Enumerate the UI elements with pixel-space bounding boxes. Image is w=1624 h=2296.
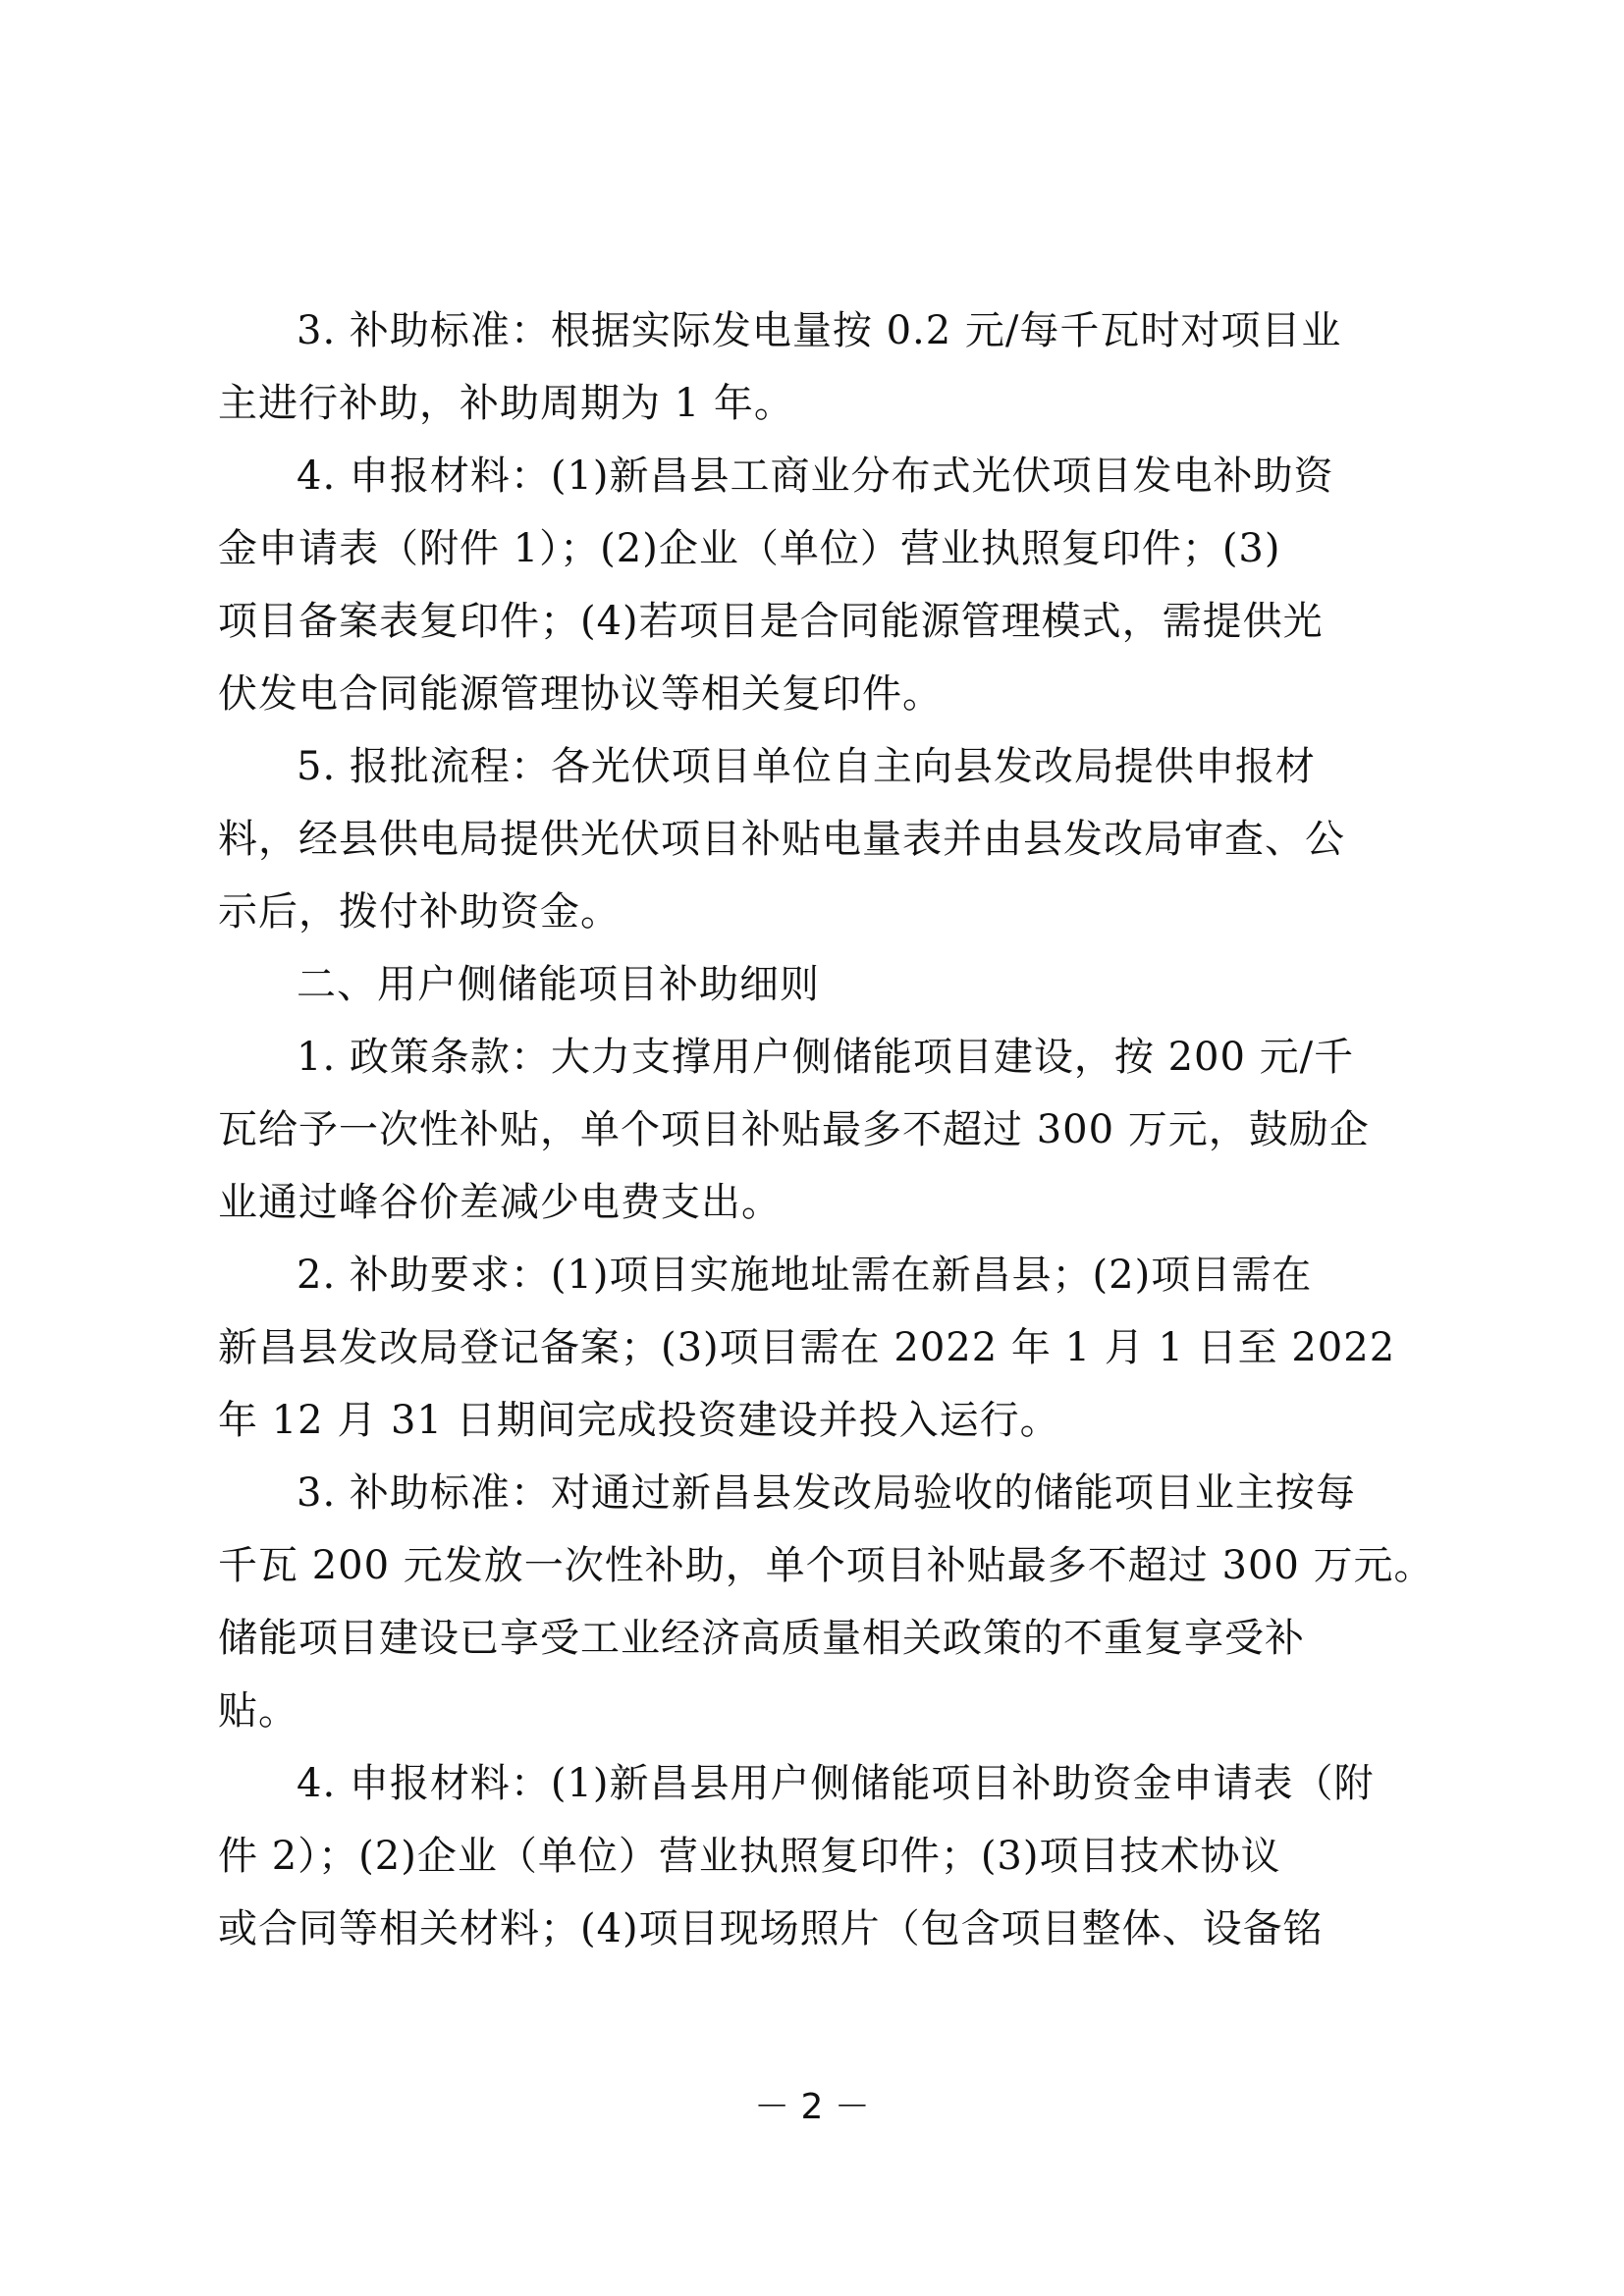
text-line: 瓦给予一次性补贴，单个项目补贴最多不超过 300 万元，鼓励企 [218,1107,1370,1152]
text-line: 千瓦 200 元发放一次性补助，单个项目补贴最多不超过 300 万元。 [218,1543,1435,1588]
text-line: 5. 报批流程：各光伏项目单位自主向县发改局提供申报材 [297,744,1316,789]
text-line: 贴。 [218,1688,298,1734]
text-line: 或合同等相关材料；(4)项目现场照片（包含项目整体、设备铭 [218,1906,1324,1951]
text-line: 伏发电合同能源管理协议等相关复印件。 [218,671,943,717]
text-line: 1. 政策条款：大力支撑用户侧储能项目建设，按 200 元/千 [297,1035,1355,1080]
text-line: 金申请表（附件 1）；(2)企业（单位）营业执照复印件；(3) [218,526,1281,571]
document-body [218,294,1435,1965]
page-number: － 2 － [754,2087,870,2127]
text-line: 4. 申报材料：(1)新昌县工商业分布式光伏项目发电补助资 [297,454,1334,499]
text-line: 4. 申报材料：(1)新昌县用户侧储能项目补助资金申请表（附 [297,1761,1375,1806]
text-line: 2. 补助要求：(1)项目实施地址需在新昌县；(2)项目需在 [297,1253,1313,1298]
text-line: 项目备案表复印件；(4)若项目是合同能源管理模式，需提供光 [218,599,1324,644]
text-line: 示后，拨付补助资金。 [218,889,621,934]
text-line: 储能项目建设已享受工业经济高质量相关政策的不重复享受补 [218,1616,1305,1661]
text-line: 件 2）；(2)企业（单位）营业执照复印件；(3)项目技术协议 [218,1834,1281,1879]
text-line: 3. 补助标准：对通过新昌县发改局验收的储能项目业主按每 [297,1470,1356,1516]
text-line: 主进行补助，补助周期为 1 年。 [218,381,794,426]
text-line: 年 12 月 31 日期间完成投资建设并投入运行。 [218,1398,1060,1443]
text-line: 二、用户侧储能项目补助细则 [297,962,820,1007]
text-line: 3. 补助标准：根据实际发电量按 0.2 元/每千瓦时对项目业 [297,308,1342,353]
text-line: 新昌县发改局登记备案；(3)项目需在 2022 年 1 月 1 日至 2022 [218,1325,1396,1370]
text-line: 业通过峰谷价差减少电费支出。 [218,1180,782,1225]
text-line: 料，经县供电局提供光伏项目补贴电量表并由县发改局审查、公 [218,817,1345,862]
